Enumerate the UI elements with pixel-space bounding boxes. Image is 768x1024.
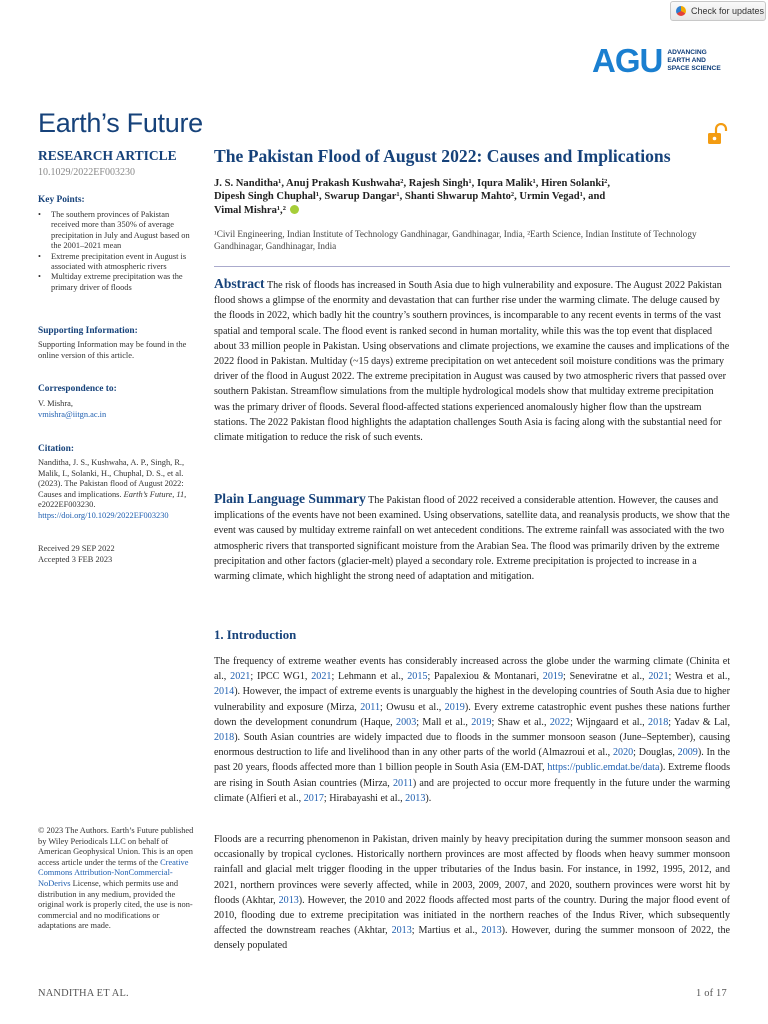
body-text: ). South Asian countries are widely impacted due to floods in the summer monsoon season (June–September), causing enormous destruction to life and livelihood than in any other parts of the world (Almazroui et al., [214,732,730,759]
citation-text: Nanditha, J. S., Kushwaha, A. P., Singh, R., Malik, I., Solanki, H., Chuphal, D. S., et al. (2023). The Pakistan flood of August 2022: Causes and implications. [38,458,185,499]
reference-link[interactable]: 2018 [648,716,669,728]
body-text: ; IPCC WG1, [250,671,312,683]
crossmark-icon [676,6,686,16]
reference-link[interactable]: 2017 [303,792,324,804]
intro-paragraph-2 [214,832,730,954]
body-text: ). However, the impact of extreme events is unarguably the highest in the developing countries of South Asia due to higher vulnerability and exposure (Mirza, [214,686,730,713]
article-type: RESEARCH ARTICLE [38,148,177,163]
abstract-text: The risk of floods has increased in South Asia due to high vulnerability and exposure. The August 2022 Pakistan flood shows a glimpse of the enormity and devastation that can further rise under the warming climate. The deluge caused by the floods in 2022, which badly hit the country’s southern provinces, is incomparable to any recent events in terms of the vast spatial and temporal scale. The flood event is ranked second in human mortality, while this was the top event that displaced about 33 million people in Pakistan. Using observations and climate projections, we examine the causes and implications of the 2022 flood in Pakistan. Multiday (~15 days) extreme precipitation on wet antecedent soil moisture conditions was the primary driver of the flood in August 2022. The extreme precipitation in August was caused by two atmospheric rivers that passed over southern Pakistan. Streamflow simulations from the multiple hydrological models show that multiday extreme precipitation was the primary driver of floods. Several flood-affected stations experienced anomalously higher flow than the upstream stations. The 2022 Pakistan flood highlights the adaptation challenges South Asia is facing along with the substantial need for climate mitigation to reduce the risk of such events. [214,280,730,444]
body-text: ; Mall et al., [416,716,472,728]
citation-journal: Earth’s Future, 11, [123,489,187,499]
introduction-heading: 1. Introduction [214,628,297,642]
license-text: © 2023 The Authors. Earth’s Future published by Wiley Periodicals LLC on behalf of American Geophysical Union. This is an open access article under the terms of the [38,826,194,867]
key-point-item: • The southern provinces of Pakistan received more than 350% of average precipitation in July and August based on the 2001–2021 mean [38,210,190,252]
reference-link[interactable]: 2013 [481,925,502,937]
reference-link[interactable]: 2019 [471,716,492,728]
abstract-section [214,276,730,445]
article-doi[interactable]: 10.1029/2022EF003230 [38,167,135,178]
key-points-heading: Key Points: [38,195,85,205]
reference-link[interactable]: 2021 [648,671,669,683]
pls-heading: Plain Language Summary [214,491,366,506]
agu-tag-line: ADVANCING [667,48,707,56]
reference-link[interactable]: 2021 [230,671,251,683]
body-text: The frequency of extreme weather events has considerably increased across the globe under the warming climate (Chinita et al., [214,656,730,683]
body-text: ). However, during the summer monsoon of 2022, the densely populated [214,925,730,952]
key-points-list [38,210,190,293]
reference-link[interactable]: 2018 [214,732,235,744]
correspondence-heading: Correspondence to: [38,384,117,394]
article-title: The Pakistan Flood of August 2022: Causes and Implications [214,146,671,166]
correspondence-block [38,398,190,420]
body-text: ; Yadav & Lal, [668,716,730,728]
body-text: ; Lehmann et al., [331,671,408,683]
journal-title: Earth’s Future [38,108,203,138]
plain-language-summary [214,491,730,584]
body-text: Floods are a recurring phenomenon in Pakistan, driven mainly by heavy precipitation during the summer monsoon season and occasionally by tropical cyclones. Historically northern provinces are most affected by floods when heavy summer monsoon rainfall and glacial melt trigger flooding in the upper tributaries of the Indus basin. For instance, in 1992, 1995, 2012, and 2021, northern provinces were severly affected, while in 2003, 2009, 2007, and 2020, southern provinces were worst hit by floods (Akhtar, [214,834,730,906]
agu-logo-mark: AGU [592,42,663,79]
reference-link[interactable]: 2013 [391,925,412,937]
body-text: ; Papalexiou & Montanari, [427,671,543,683]
correspondence-name: V. Mishra, [38,399,73,408]
page-number: 1 of 17 [696,988,727,999]
agu-logo[interactable] [592,44,721,77]
pls-text: The Pakistan flood of 2022 received a considerable attention. However, the causes and implications of the events have not been examined. Using observations, satellite data, and reanalysis products, we show that the event was caused by multiday extreme rainfall on wet antecedent conditions. The extreme rainfall was associated with the two atmospheric rivers that transported significant moisture from the Arabian Sea. The flood was primarily driven by the extreme precipitation and other factors (glacier-melt) played a secondary role. Extreme precipitation is projected to increase in a warming climate, which highlight the strong need of adaptation and mitigation. [214,495,730,583]
dates-block [38,544,190,565]
reference-link[interactable]: 2013 [405,792,426,804]
reference-link[interactable]: 2011 [360,701,381,713]
orcid-icon[interactable] [290,205,299,214]
body-text: ; Seneviratne et al., [562,671,649,683]
supporting-info-heading: Supporting Information: [38,326,138,336]
abstract-heading: Abstract [214,276,265,291]
creative-commons-link[interactable]: Creative Commons Attribution-NonCommercial-NoDerivs [38,857,189,888]
citation-id: e2022EF003230. [38,500,96,510]
key-point-item: • Multiday extreme precipitation was the primary driver of floods [38,272,190,293]
affiliations: ¹Civil Engineering, Indian Institute of Technology Gandhinagar, Gandhinagar, India, ²Earth Science, Indian Institute of Technology Gandhinagar, Gandhinagar, India [214,229,697,252]
reference-link[interactable]: 2020 [612,747,634,759]
check-for-updates-button[interactable] [670,1,766,21]
body-text: ). However, the 2010 and 2022 floods affected most parts of the country. During the major flood event of 2010, flooding due to extreme precipitation was initiated in the northern reaches of the Indus River, which subsequently affected the downstream reaches (Akhtar, [214,894,730,937]
author-line-text: Dipesh Singh Chuphal¹, Swarup Dangar¹, Shanti Shwarup Mahto², Urmin Vegad¹, and [214,191,606,203]
reference-link[interactable]: 2019 [444,701,465,713]
citation-doi-link[interactable]: https://doi.org/10.1029/2022EF003230 [38,510,169,520]
reference-link[interactable]: 2022 [549,716,571,728]
body-text: ; Shaw et al., [491,716,550,728]
author-line-text: Vimal Mishra¹,² [214,204,286,216]
license-statement [38,826,194,932]
body-text: ; Westra et al., [668,671,730,683]
key-point-item: • Extreme precipitation event in August is associated with atmospheric rivers [38,252,190,273]
correspondence-email-link[interactable]: vmishra@iitgn.ac.in [38,410,107,419]
citation-heading: Citation: [38,444,74,454]
reference-link[interactable]: 2003 [396,716,417,728]
section-divider [214,266,730,267]
author-line-text: J. S. Nanditha¹, Anuj Prakash Kushwaha², Rajesh Singh¹, Iqura Malik¹, Hiren Solanki², [214,178,610,189]
agu-tag-line: SPACE SCIENCE [667,64,721,72]
body-text: ; Owusu et al., [380,701,445,713]
body-text: ; Wijngaard et al., [570,716,649,728]
supporting-info-text: Supporting Information may be found in the online version of this article. [38,340,187,360]
reference-link[interactable]: 2021 [311,671,332,683]
body-text: ; Martius et al., [411,925,482,937]
emdat-link[interactable]: https://public.emdat.be/data [547,762,660,774]
body-text: ) and are projected to occur more frequently in the future under the warming climate (Alfieri et al., [214,777,730,804]
reference-link[interactable]: 2011 [393,777,413,789]
reference-link[interactable]: 2015 [407,671,428,683]
accepted-date: Accepted 3 FEB 2023 [38,554,113,564]
body-text: ; Hirabayashi et al., [323,792,406,804]
body-text: ). In the past 20 years, floods affected more than 1 billion people in South Asia (EM-DAT, [214,747,730,774]
check-for-updates-label: Check for updates [691,6,765,16]
body-text: ). Extreme floods are rising in South Asian countries (Mirza, [214,762,731,789]
open-access-lock-icon [706,123,730,145]
citation-block [38,458,190,522]
body-text: ). Every extreme catastrophic event pushes these nations further down the development conundrum (Haque, [214,701,731,728]
author-list [214,177,730,217]
license-text: License, which permits use and distribution in any medium, provided the original work is properly cited, the use is non-commercial and no modifications or adaptations are made. [38,878,193,931]
agu-tag-line: EARTH AND [667,56,706,64]
agu-logo-tagline [667,49,720,73]
reference-link[interactable]: 2013 [278,894,299,906]
author-line [214,204,730,217]
reference-link[interactable]: 2019 [542,671,563,683]
author-line [214,190,730,203]
running-footer-authors: NANDITHA ET AL. [38,988,129,999]
body-text: ; Douglas, [633,747,678,759]
author-line [214,177,730,190]
reference-link[interactable]: 2014 [214,686,235,698]
intro-paragraph-1 [214,654,730,806]
received-date: Received 29 SEP 2022 [38,544,115,553]
body-text: ). [425,792,432,804]
reference-link[interactable]: 2009 [677,747,698,759]
